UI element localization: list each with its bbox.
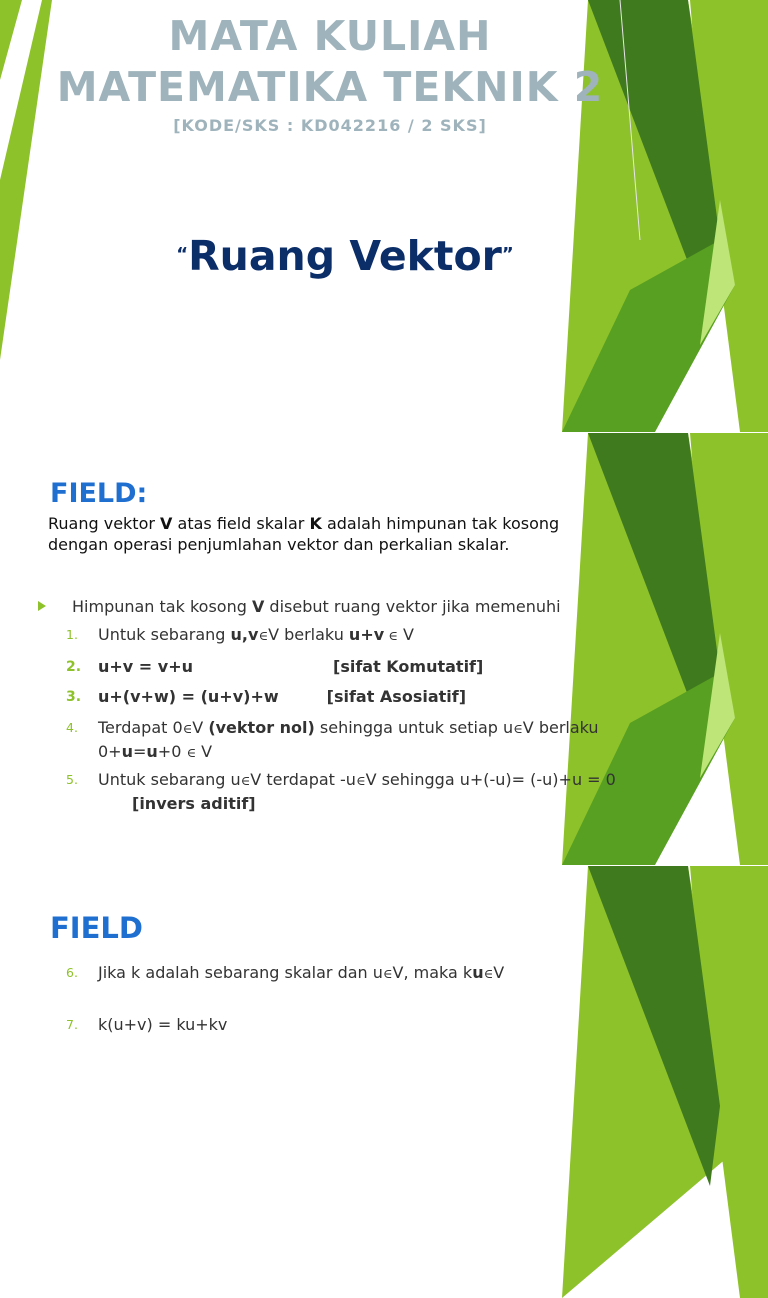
- para-text: Ruang vektor: [48, 514, 161, 533]
- definition-paragraph: [48, 513, 608, 555]
- item-property: [sifat Asosiatif]: [326, 687, 467, 706]
- list-number: 5.: [66, 772, 78, 787]
- subtitle-text: Ruang Vektor: [188, 232, 502, 280]
- triangle-bullet-icon: [38, 601, 46, 611]
- item-text: V: [192, 718, 209, 737]
- item-text: Untuk sebarang u: [98, 770, 241, 789]
- section-heading: FIELD:: [50, 478, 148, 509]
- element-of-symbol: ∈: [182, 722, 193, 737]
- item-text: V berlaku 0+: [98, 718, 599, 761]
- list-number: 2.: [66, 659, 82, 675]
- list-number: 3.: [66, 689, 82, 705]
- bullet-text: Himpunan tak kosong: [72, 597, 252, 616]
- item-text: V: [493, 963, 505, 982]
- item-text: V: [397, 625, 414, 644]
- para-text: adalah himpunan tak kosong dengan operasi penjumlahan vektor dan perkalian skalar.: [48, 514, 560, 554]
- item-formula: u+v = v+u: [98, 657, 193, 676]
- element-of-symbol: ∈: [258, 629, 269, 644]
- element-of-symbol: ∈: [384, 629, 398, 644]
- list-number: 6.: [66, 965, 78, 980]
- element-of-symbol: ∈: [355, 774, 366, 789]
- close-quote: ”: [501, 244, 514, 265]
- axiom-item-4: [66, 717, 626, 765]
- item-text: V terdapat -u: [250, 770, 356, 789]
- slide-title: [0, 0, 768, 432]
- axiom-item-5: [66, 769, 626, 815]
- axiom-item-7: [66, 1014, 626, 1036]
- element-of-symbol: ∈: [186, 746, 197, 761]
- item-text: V: [196, 742, 213, 761]
- item-text: Untuk sebarang: [98, 625, 231, 644]
- bullet-text: disebut ruang vektor jika memenuhi: [264, 597, 561, 616]
- list-number: 4.: [66, 720, 78, 735]
- item-text: Jika k adalah sebarang skalar dan u: [98, 963, 383, 982]
- element-of-symbol: ∈: [513, 722, 523, 737]
- item-formula: u+(v+w) = (u+v)+w: [98, 687, 279, 706]
- list-number: 1.: [66, 627, 78, 642]
- item-bold: u+v: [348, 625, 385, 644]
- item-bold: u: [146, 742, 158, 761]
- item-text: =: [132, 742, 147, 761]
- axiom-item-1: [66, 624, 626, 648]
- item-text: +0: [157, 742, 187, 761]
- para-bold-k: K: [309, 514, 322, 533]
- item-bold: u: [121, 742, 133, 761]
- course-title-line2: MATEMATIKA TEKNIK 2: [56, 63, 604, 111]
- course-code: [KODE/SKS : KD042216 / 2 SKS]: [173, 116, 487, 135]
- open-quote: “: [176, 244, 189, 265]
- item-text: k(u+v) = ku+kv: [98, 1015, 228, 1034]
- item-property: [sifat Komutatif]: [333, 657, 484, 676]
- list-number: 7.: [66, 1017, 78, 1032]
- item-bold: u,v: [230, 625, 259, 644]
- element-of-symbol: ∈: [240, 774, 251, 789]
- bullet-item: [38, 597, 648, 616]
- para-bold-v: V: [160, 514, 173, 533]
- item-text: sehingga untuk setiap u: [314, 718, 514, 737]
- item-text: V, maka k: [392, 963, 473, 982]
- item-bold: (vektor nol): [208, 718, 315, 737]
- element-of-symbol: ∈: [483, 967, 494, 982]
- section-heading: FIELD: [50, 911, 143, 945]
- course-title-line1: MATA KULIAH: [168, 12, 492, 60]
- item-text: V berlaku: [268, 625, 349, 644]
- slide-field-definition: [0, 433, 768, 865]
- element-of-symbol: ∈: [382, 967, 393, 982]
- item-property: [invers aditif]: [132, 794, 256, 813]
- slide-field-continued: [0, 866, 768, 1034]
- slide-subtitle: [0, 232, 690, 280]
- para-text: atas field skalar: [172, 514, 310, 533]
- axiom-item-6: [66, 962, 626, 986]
- item-text: Terdapat 0: [98, 718, 183, 737]
- axiom-item-2: [66, 656, 626, 678]
- bullet-bold-v: V: [251, 597, 265, 616]
- item-bold: u: [472, 963, 484, 982]
- item-text: V sehingga u+(-u)= (-u)+u = 0: [365, 770, 616, 789]
- axiom-item-3: [66, 686, 626, 708]
